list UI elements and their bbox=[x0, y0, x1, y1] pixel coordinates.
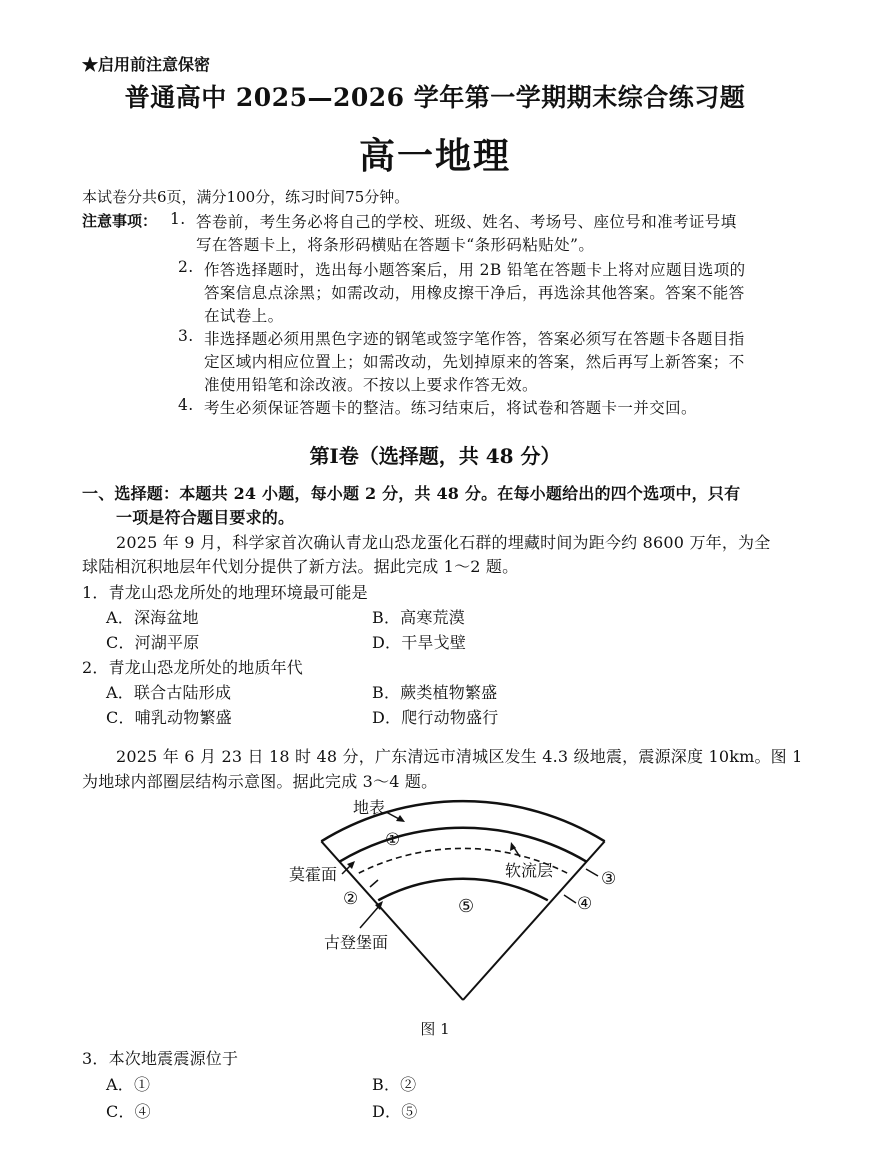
subject-title: 高一地理 bbox=[358, 135, 511, 177]
gutenberg-pointer bbox=[360, 905, 380, 928]
surface-label: 地表 bbox=[353, 798, 386, 817]
option: B．② bbox=[372, 1075, 417, 1094]
note-line: 在试卷上。 bbox=[204, 307, 284, 325]
note-line: 非选择题必须用黑色字迹的钢笔或签字笔作答，答案必须写在答题卡各题目指 bbox=[204, 330, 745, 348]
layer-2-pointer bbox=[370, 880, 378, 887]
note-line: 考生必须保证答题卡的整洁。练习结束后，将试卷和答题卡一并交回。 bbox=[204, 399, 697, 417]
note-line: 答案信息点涂黑；如需改动，用橡皮擦干净后，再选涂其他答案。答案不能答 bbox=[204, 284, 745, 302]
left-radius bbox=[321, 841, 463, 1000]
note-number: 3. bbox=[178, 327, 194, 345]
layer-2-marker: ② bbox=[343, 889, 359, 909]
layer-1-marker: ① bbox=[385, 830, 401, 850]
note-line: 作答选择题时，选出每小题答案后，用 2B 铅笔在答题卡上将对应题目选项的 bbox=[204, 261, 746, 279]
moho-arc bbox=[340, 828, 586, 862]
note-line: 写在答题卡上，将条形码横贴在答题卡“条形码粘贴处”。 bbox=[196, 236, 595, 254]
figure-caption: 图 1 bbox=[420, 1020, 450, 1038]
passage-line: 为地球内部圈层结构示意图。据此完成 3～4 题。 bbox=[82, 772, 438, 791]
question-stem: 3．本次地震震源位于 bbox=[82, 1049, 239, 1068]
option: D．干旱戈壁 bbox=[372, 633, 467, 652]
layer-4-pointer bbox=[564, 895, 576, 903]
gutenberg-label: 古登堡面 bbox=[324, 933, 389, 952]
note-number: 1. bbox=[170, 210, 186, 228]
moho-label: 莫霍面 bbox=[289, 865, 338, 884]
confidential-mark: ★启用前注意保密 bbox=[82, 55, 211, 74]
question-stem: 1．青龙山恐龙所处的地理环境最可能是 bbox=[82, 583, 368, 602]
note-number: 4. bbox=[178, 396, 194, 414]
option: B．蕨类植物繁盛 bbox=[372, 683, 498, 702]
option: D．⑤ bbox=[372, 1102, 418, 1121]
note-line: 定区域内相应位置上；如需改动，先划掉原来的答案，然后再写上新答案；不 bbox=[204, 353, 745, 371]
part-heading: 一、选择题：本题共 24 小题，每小题 2 分，共 48 分。在每小题给出的四个选项中，只有 bbox=[82, 484, 741, 503]
option: C．哺乳动物繁盛 bbox=[106, 708, 232, 727]
asthenosphere-label: 软流层 bbox=[505, 861, 554, 880]
notes-label: 注意事项： bbox=[82, 212, 158, 230]
option: C．河湖平原 bbox=[106, 633, 200, 652]
passage-line: 2025 年 6 月 23 日 18 时 48 分，广东清远市清城区发生 4.3 级地震，震源深度 10km。图 1 bbox=[116, 747, 803, 766]
option: C．④ bbox=[106, 1102, 151, 1121]
note-line: 准使用铅笔和涂改液。不按以上要求作答无效。 bbox=[204, 376, 538, 394]
question-stem: 2．青龙山恐龙所处的地质年代 bbox=[82, 658, 303, 677]
exam-title: 普通高中 2025—2026 学年第一学期期末综合练习题 bbox=[124, 83, 746, 112]
passage-line: 2025 年 9 月，科学家首次确认青龙山恐龙蛋化石群的埋藏时间为距今约 8600 万年，为全 bbox=[116, 533, 771, 552]
option: B．高寒荒漠 bbox=[372, 608, 465, 627]
option: A．深海盆地 bbox=[106, 608, 199, 627]
layer-4-marker: ④ bbox=[577, 894, 593, 914]
section-title: 第Ⅰ卷（选择题，共 48 分） bbox=[309, 444, 561, 468]
layer-3-pointer bbox=[586, 869, 598, 876]
passage-line: 球陆相沉积地层年代划分提供了新方法。据此完成 1～2 题。 bbox=[82, 557, 519, 576]
exam-info: 本试卷分共6页，满分100分，练习时间75分钟。 bbox=[82, 188, 410, 206]
part-heading: 一项是符合题目要求的。 bbox=[116, 508, 295, 527]
note-line: 答卷前，考生务必将自己的学校、班级、姓名、考场号、座位号和准考证号填 bbox=[196, 213, 737, 231]
layer-5-marker: ⑤ bbox=[458, 896, 475, 917]
layer-3-marker: ③ bbox=[601, 869, 617, 889]
note-number: 2. bbox=[178, 258, 194, 276]
option: D．爬行动物盛行 bbox=[372, 708, 499, 727]
option: A．联合古陆形成 bbox=[106, 683, 232, 702]
option: A．① bbox=[106, 1075, 151, 1094]
